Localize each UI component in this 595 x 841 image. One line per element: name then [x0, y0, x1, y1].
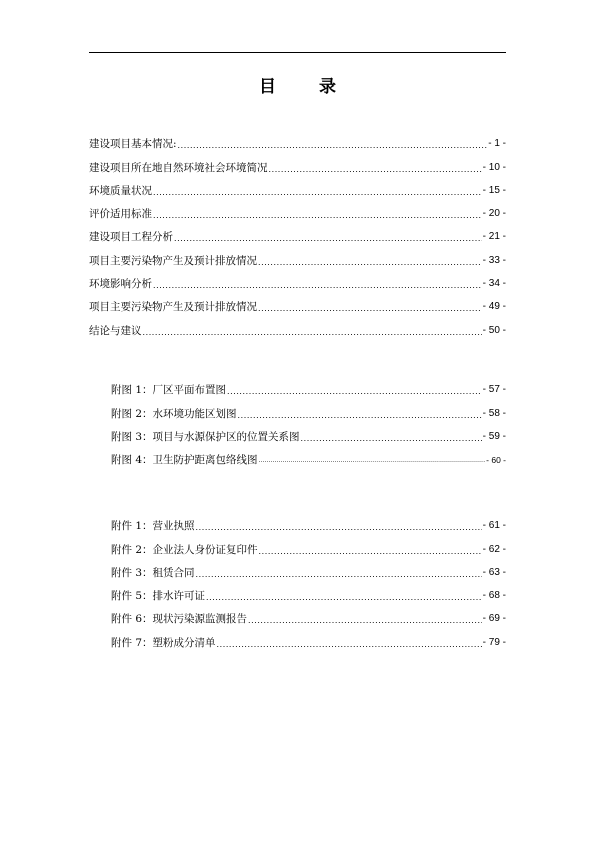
toc-entry[interactable] — [89, 221, 506, 244]
toc-entry-page: - 15 - — [482, 184, 506, 196]
dot-leader — [301, 432, 482, 444]
toc-attachment-entry[interactable] — [111, 580, 506, 603]
toc-figure-entry[interactable] — [111, 444, 506, 467]
dot-leader — [217, 638, 482, 650]
toc-entry-label: 项目主要污染物产生及预计排放情况 — [89, 254, 257, 267]
toc-entry-page: - 20 - — [482, 208, 506, 220]
toc-entry-label: 评价适用标准 — [89, 208, 152, 221]
toc-entry-page: - 58 - — [482, 407, 506, 419]
toc-figure-entry[interactable] — [111, 397, 506, 420]
toc-entry[interactable] — [89, 291, 506, 314]
toc-attachment-list — [111, 510, 506, 650]
dot-leader — [174, 232, 482, 244]
toc-entry-page: - 60 - — [486, 455, 506, 466]
toc-attachment-entry[interactable] — [111, 626, 506, 649]
toc-entry-page: - 79 - — [482, 636, 506, 648]
toc-entry[interactable] — [89, 244, 506, 267]
toc-entry-label: 项目主要污染物产生及预计排放情况 — [89, 301, 257, 314]
toc-main-list — [89, 128, 506, 338]
dot-leader — [259, 455, 486, 467]
toc-entry-label: 附图 3：项目与水源保护区的位置关系图 — [111, 430, 300, 443]
toc-entry-page: - 57 - — [482, 384, 506, 396]
toc-attachment-entry[interactable] — [111, 510, 506, 533]
toc-attachment-entry[interactable] — [111, 533, 506, 556]
toc-entry-label: 附图 2：水环境功能区划图 — [111, 407, 237, 420]
dot-leader — [196, 568, 482, 580]
toc-entry-label: 附件 6：现状污染源监测报告 — [111, 613, 248, 626]
toc-entry[interactable] — [89, 175, 506, 198]
toc-entry[interactable] — [89, 314, 506, 337]
dot-leader — [153, 209, 482, 221]
dot-leader — [238, 409, 482, 421]
toc-attachment-entry[interactable] — [111, 603, 506, 626]
page-title: 目 录 — [259, 77, 349, 97]
toc-entry-page: - 33 - — [482, 254, 506, 266]
toc-entry-page: - 10 - — [482, 161, 506, 173]
toc-entry-label: 建设项目工程分析 — [89, 231, 173, 244]
dot-leader — [269, 163, 482, 175]
dot-leader — [258, 256, 482, 268]
toc-attachment-entry[interactable] — [111, 557, 506, 580]
toc-figure-entry[interactable] — [111, 421, 506, 444]
toc-entry-page: - 62 - — [482, 543, 506, 555]
dot-leader — [227, 385, 482, 397]
dot-leader — [153, 186, 482, 198]
header-rule — [89, 52, 506, 53]
toc-entry[interactable] — [89, 151, 506, 174]
toc-entry-label: 结论与建议 — [89, 324, 142, 337]
toc-entry-page: - 63 - — [482, 566, 506, 578]
toc-entry-label: 建设项目所在地自然环境社会环境简况 — [89, 161, 268, 174]
toc-entry-label: 附图 4：卫生防护距离包络线图 — [111, 454, 258, 467]
toc-entry-page: - 50 - — [482, 324, 506, 336]
toc-entry-label: 附件 2：企业法人身份证复印件 — [111, 543, 258, 556]
toc-entry-page: - 69 - — [482, 613, 506, 625]
toc-entry-label: 附图 1：厂区平面布置图 — [111, 384, 227, 397]
toc-entry[interactable] — [89, 198, 506, 221]
dot-leader — [258, 302, 482, 314]
toc-entry-label: 附件 7：塑粉成分清单 — [111, 636, 216, 649]
toc-entry-page: - 49 - — [482, 301, 506, 313]
toc-entry-label: 环境质量状况 — [89, 184, 152, 197]
toc-figure-entry[interactable] — [111, 374, 506, 397]
toc-entry-page: - 61 - — [482, 520, 506, 532]
toc-entry[interactable] — [89, 128, 506, 151]
toc-entry-label: 附件 3：租赁合同 — [111, 566, 195, 579]
toc-entry-label: 环境影响分析 — [89, 278, 152, 291]
toc-entry-page: - 34 - — [482, 278, 506, 290]
dot-leader — [143, 326, 482, 338]
toc-entry-page: - 1 - — [488, 138, 506, 150]
toc-entry-label: 建设项目基本情况: — [89, 138, 177, 151]
toc-entry-page: - 59 - — [482, 430, 506, 442]
dot-leader — [259, 545, 482, 557]
dot-leader — [153, 279, 482, 291]
dot-leader — [248, 614, 482, 626]
dot-leader — [178, 139, 488, 151]
toc-entry[interactable] — [89, 268, 506, 291]
toc-entry-label: 附件 5：排水许可证 — [111, 590, 206, 603]
toc-entry-label: 附件 1：营业执照 — [111, 520, 195, 533]
dot-leader — [196, 521, 482, 533]
toc-entry-page: - 21 - — [482, 231, 506, 243]
toc-entry-page: - 68 - — [482, 590, 506, 602]
dot-leader — [206, 591, 482, 603]
toc-figure-list — [111, 374, 506, 467]
